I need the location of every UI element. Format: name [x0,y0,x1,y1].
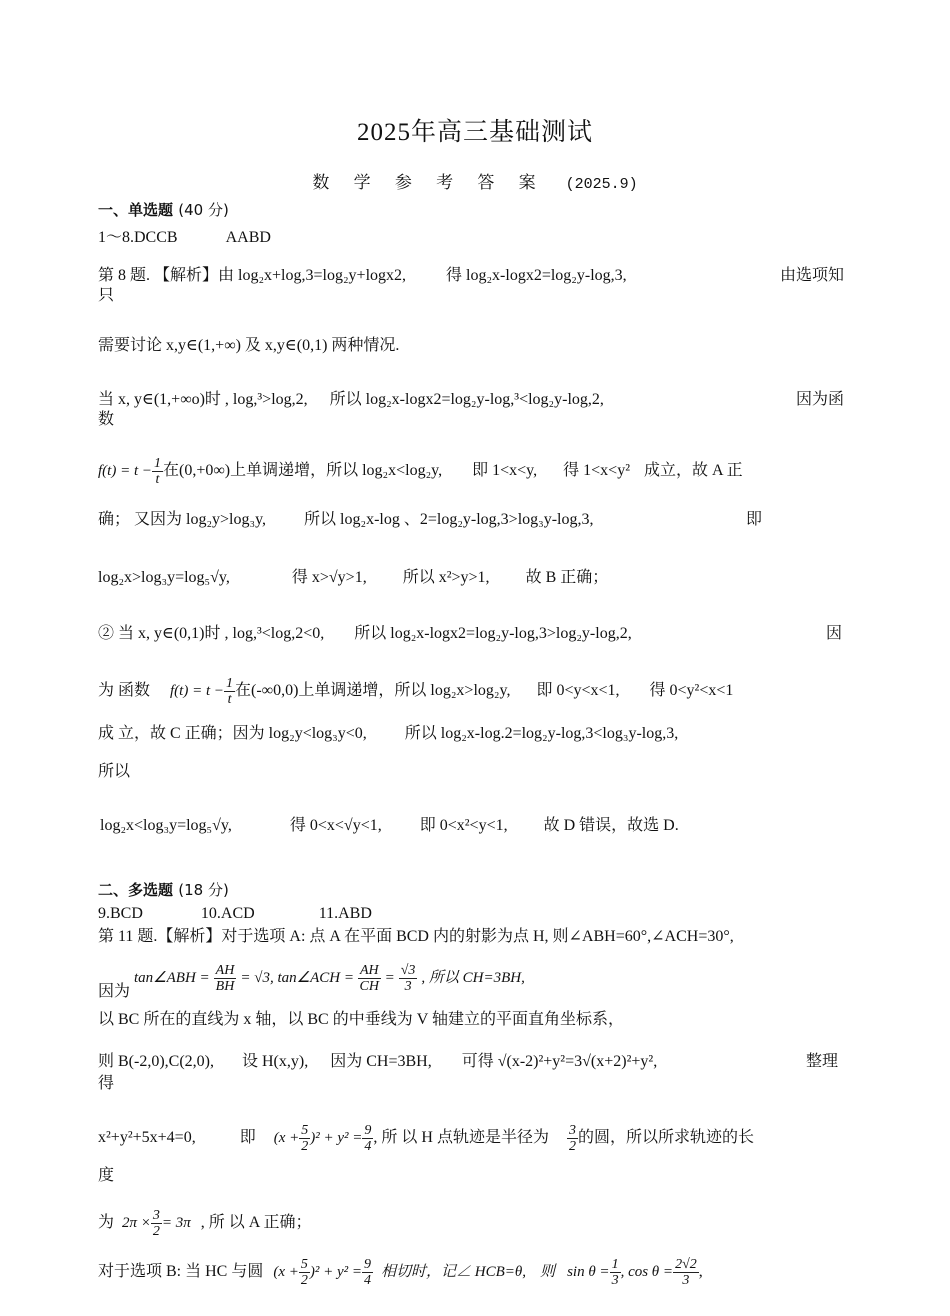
section1-answers [98,228,271,248]
q8-l1a: 第 8 题. 【解析】由 log₂x+log,3=log₂y+logx2, [98,267,407,284]
q11-l5c: , 所 以 H 点轨迹是半径为 [373,1129,549,1146]
q8-line5 [98,510,594,530]
q8-l6b: 得 x>√y>1, [291,569,367,586]
tan-abh-fraction [214,963,237,994]
q8-l11c: 即 0<x²<y<1, [419,817,508,834]
q11-line7 [98,1252,703,1292]
q8-l6c: 所以 x²>y>1, [402,569,490,586]
q8-line11 [100,816,679,836]
q11-line2 [98,956,525,1002]
q11-l4e: 整理 [806,1053,839,1070]
q11-l5e: 度 [98,1167,115,1184]
circle-eq2-lhs: (x + [273,1264,299,1280]
subtitle-text: 数 学 参 考 答 案 [312,173,546,192]
func-f2-fraction [224,676,235,707]
func-f2-num: 1 [226,676,234,691]
length-num: 3 [152,1207,160,1223]
circle-eq-mid: )² + y² = [310,1130,363,1146]
q8-l4d: 成立，故 A 正 [644,462,743,480]
circle-eq2-num: 5 [300,1256,308,1272]
func-f-lhs: f(t) = t − [98,463,152,480]
q11-l5b: 即 [239,1129,256,1146]
circle-eq-lhs: (x + [273,1130,300,1146]
q8-l1d: 只 [98,287,115,304]
answer-11: 11.ABD [318,905,372,922]
q8-line4 [98,456,743,487]
section2-heading-text: 二、多选题 [98,881,174,899]
tan-abh-num: AH [215,962,235,978]
q8-line1 [98,266,627,286]
q8-l8b: 在(-∞0,0)上单调递增，所以 log₂x>log₂y, [235,682,511,700]
q8-l5b: 所以 log₂x-log 、2=log₂y-log,3>log₃y-log,3, [304,511,594,528]
circle-eq2-rhs-num: 9 [364,1256,372,1272]
tan-ach-num: AH [359,962,379,978]
radius-num: 3 [568,1122,576,1138]
q11-l7d: , [698,1263,703,1280]
q8-l3b: 所以 log₂x-logx2=log₂y-log,³<log₂y-log,2, [329,391,604,408]
circle-eq2-frac [299,1257,310,1288]
sin-den: 3 [611,1272,619,1288]
q11-l2a: 因为 [98,983,131,1000]
tan-ach-value [399,963,418,994]
q11-line1: 第 11 题.【解析】对于选项 A: 点 A 在平面 BCD 内的射影为点 H, 则∠ABH=60°,∠ACH=30°, [98,928,734,945]
q8-l1c: 由选项知 [780,267,845,284]
q8-line2: 需要讨论 x,y∈(1,+∞) 及 x,y∈(0,1) 两种情况. [98,337,400,354]
q8-l3a: 当 x, y∈(1,+∞o)时 , log,³>log,2, [98,391,308,408]
q11-l7c: 则 [540,1264,556,1280]
circle-eq2-rhs [362,1257,373,1288]
q11-l4b: 设 H(x,y), [242,1053,309,1070]
q8-l6d: 故 B 正确； [525,569,609,586]
section1-heading [98,200,229,220]
q8-l7c: 因 [826,625,843,642]
tan-abh-den: BH [215,978,235,994]
q8-l4a: 在(0,+0∞)上单调递增，所以 log₂x<log₂y, [163,462,443,480]
q8-l6a: log₂x>log₃y=log₅√y, [98,569,230,586]
length-lhs: 2π × [122,1215,151,1231]
section1-points: (40 分) [178,201,229,219]
q8-l9a: 成 立，故 C 正确；因为 log₂y<log₃y<0, [98,725,367,742]
circle-eq-rhs [362,1123,373,1154]
q8-line10: 所以 [98,763,131,780]
q8-line3 [98,390,604,410]
q8-l4b: 即 1<x<y, [472,462,538,480]
page-title: 2025年高三基础测试 [356,119,593,146]
circle-eq2-den: 2 [300,1272,308,1288]
q8-line7 [98,624,632,644]
q8-l3c: 因为函 [796,391,845,408]
q11-l5a: x²+y²+5x+4=0, [98,1129,196,1146]
circle-eq-rhs-num: 9 [364,1122,372,1138]
q8-l5a: 确； 又因为 log₂y>log₃y, [98,511,267,528]
section2-points: (18 分) [178,881,229,899]
q11-l5d: 的圆，所以所求轨迹的长 [577,1129,754,1146]
q8-line6 [98,568,608,588]
cos-frac [673,1257,699,1288]
q8-line9 [98,724,678,744]
tan-abh-lhs: tan∠ABH = [134,970,210,986]
q8-l11b: 得 0<x<√y<1, [289,817,382,834]
q11-line5 [98,1118,754,1158]
q11-l6b: , 所 以 A 正确； [200,1214,312,1231]
sin-frac [610,1257,621,1288]
cos-num: 2√2 [675,1256,697,1272]
radius-den: 2 [568,1138,576,1154]
length-den: 2 [152,1223,160,1239]
q8-line8 [98,676,733,707]
q8-l7a: ② 当 x, y∈(0,1)时 , log,³<log,2<0, [98,625,325,642]
q8-l5c: 即 [746,511,763,528]
radius-frac [567,1123,578,1154]
answers-1-4: 1～8.DCCB [98,229,178,246]
q11-l7a: 对于选项 B: 当 HC 与圆 [98,1263,264,1280]
q11-l7b: 相切时，记∠ HCB=θ, [381,1264,527,1280]
q8-l3d: 数 [98,411,115,428]
answers-5-8: AABD [225,229,271,246]
q8-l9b: 所以 log₂x-log.2=log₂y-log,3<log₃y-log,3, [404,725,679,742]
func-f2-den: t [227,692,232,707]
q11-l4a: 则 B(-2,0),C(2,0), [98,1053,214,1070]
circle-eq-den: 2 [301,1138,309,1154]
answer-10: 10.ACD [200,905,255,922]
length-frac [151,1208,162,1239]
answer-9: 9.BCD [98,905,143,922]
q11-l2b: , 所以 CH=3BH, [421,970,525,986]
subtitle-date: (2025.9) [565,176,638,193]
tan-ach-lhs: = √3, tan∠ACH = [240,970,354,986]
q11-l4c: 因为 CH=3BH, [330,1053,432,1070]
circle-eq-num: 5 [301,1122,309,1138]
q11-line4 [98,1052,657,1072]
q11-l6a: 为 [98,1214,115,1231]
tan-ach-eq: = [384,970,395,986]
circle-eq-frac [299,1123,310,1154]
sin-lhs: sin θ = [567,1264,610,1280]
circle-eq2-mid: )² + y² = [309,1264,363,1280]
q8-l4c: 得 1<x<y² [563,462,630,480]
func-f2-lhs: f(t) = t − [170,683,225,700]
section2-answers [98,904,372,924]
func-f-fraction [152,456,163,487]
q11-l4d: 可得 √(x-2)²+y²=3√(x+2)²+y², [461,1053,658,1070]
q11-l4f: 得 [98,1075,115,1092]
q8-l11d: 故 D 错误，故选 D. [543,817,679,834]
q8-l8a: 为 函数 [98,682,151,700]
func-f-den: t [155,472,160,487]
q8-l11a: log₂x<log₃y=log₅√y, [100,817,232,834]
sin-num: 1 [611,1256,619,1272]
q8-l8c: 即 0<y<x<1, [536,682,620,700]
q11-line3: 以 BC 所在的直线为 x 轴，以 BC 的中垂线为 V 轴建立的平面直角坐标系， [98,1011,624,1028]
tan-ach-den: CH [359,978,379,994]
cos-lhs: , cos θ = [620,1264,674,1280]
length-rhs: = 3π [161,1215,191,1231]
page-subtitle [0,168,950,193]
func-f-num: 1 [154,456,161,471]
tan-ach-value-num: √3 [400,962,416,978]
q8-l7b: 所以 log₂x-logx2=log₂y-log,3>log₂y-log,2, [354,625,632,642]
circle-eq-rhs-den: 4 [364,1138,372,1154]
cos-den: 3 [682,1272,690,1288]
q8-l8d: 得 0<y²<x<1 [649,682,734,700]
q8-l1b: 得 log₂x-logx2=log₂y-log,3, [446,267,627,284]
circle-eq2-rhs-den: 4 [364,1272,372,1288]
section1-heading-text: 一、单选题 [98,201,174,219]
section2-heading [98,880,229,900]
tan-ach-fraction [358,963,381,994]
q11-line6 [98,1206,311,1240]
tan-ach-value-den: 3 [404,978,412,994]
